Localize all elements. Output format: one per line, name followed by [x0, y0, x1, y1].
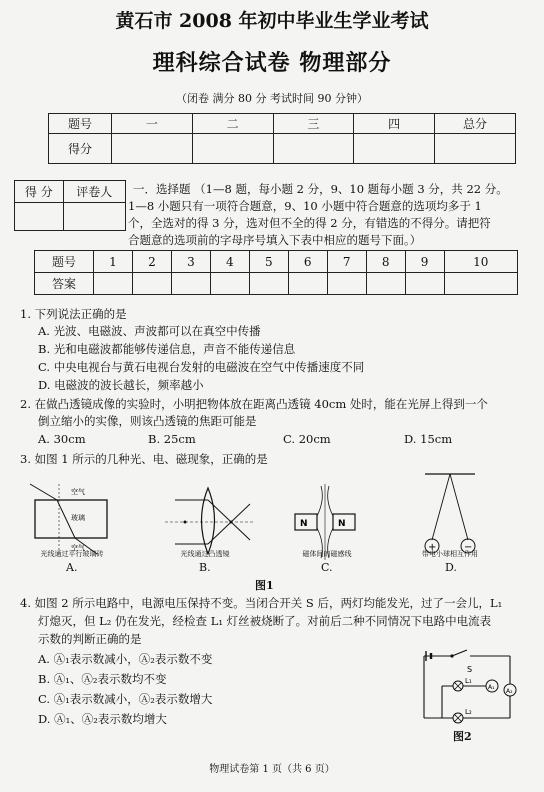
answer-table	[34, 250, 518, 295]
caption-c: 磁体间的磁感线	[302, 550, 352, 558]
magnet-right-n: N	[338, 519, 346, 529]
score-cell[interactable]	[192, 134, 273, 164]
score-cell[interactable]	[354, 134, 435, 164]
score-header-number: 题号	[49, 114, 112, 134]
q1-option-d: D. 电磁波的波长越长，频率越小	[38, 378, 204, 392]
q1-stem: 1. 下列说法正确的是	[20, 307, 127, 321]
answer-header-4: 4	[210, 251, 249, 273]
lamp1-label: L₁	[465, 677, 472, 685]
option-letter-a: A.	[66, 561, 78, 574]
answer-cell-9[interactable]	[405, 273, 444, 295]
q4-stem-line2: 灯熄灭，但 L₂ 仍在发光，经检查 L₁ 灯丝被烧断了。对前后二种不同情况下电路中电流表	[38, 614, 492, 628]
section1-intro-line3: 个，全选对的得 3 分，选对但不全的得 2 分，有错选的不得分。请把符	[128, 216, 491, 230]
score-header-total: 总分	[435, 114, 516, 134]
grader-score-cell[interactable]	[15, 203, 64, 231]
label-air-top: 空气	[71, 488, 85, 496]
paper-title: 理科综合试卷 物理部分	[152, 50, 392, 76]
score-header-4: 四	[354, 114, 435, 134]
option-letter-b: B.	[199, 561, 211, 574]
ammeter2-label: A₂	[506, 688, 513, 695]
q2-stem-line1: 2. 在做凸透镜成像的实验时，小明把物体放在距离凸透镜 40cm 处时，能在光屏上得到一个	[20, 397, 488, 411]
exam-title: 黄石市 2008 年初中毕业生学业考试	[115, 10, 429, 32]
q1-option-b: B. 光和电磁波都能够传递信息，声音不能传递信息	[38, 342, 296, 356]
figure-a-glass-slab	[30, 484, 107, 554]
q2-option-d: D. 15cm	[404, 432, 453, 446]
label-air-bottom: 空气	[71, 544, 85, 552]
option-letter-d: D.	[445, 561, 457, 574]
answer-header-3: 3	[171, 251, 210, 273]
section1-intro-line4: 合题意的选项前的字母序号填入下表中相应的题号下面。）	[128, 233, 422, 247]
score-cell[interactable]	[273, 134, 354, 164]
answer-header-9: 9	[405, 251, 444, 273]
grader-score-label: 得 分	[15, 181, 64, 203]
answer-row-label: 答案	[35, 273, 94, 295]
section1-intro-line2: 1—8 小题只有一项符合题意，9、10 小题中符合题意的选项均多于 1	[128, 199, 482, 213]
score-header-3: 三	[273, 114, 354, 134]
answer-cell-2[interactable]	[132, 273, 171, 295]
figure-2-circuit	[412, 648, 522, 728]
answer-header-2: 2	[132, 251, 171, 273]
figure-2-label: 图2	[453, 730, 472, 743]
exam-subtitle: （闭卷 满分 80 分 考试时间 90 分钟）	[176, 92, 368, 105]
score-table	[48, 113, 516, 164]
figure-b-convex-lens	[165, 488, 255, 554]
answer-cell-3[interactable]	[171, 273, 210, 295]
score-cell[interactable]	[112, 134, 193, 164]
ammeter1-label: A₁	[488, 684, 495, 691]
q2-stem-line2: 倒立缩小的实像，则该凸透镜的焦距可能是	[38, 414, 257, 428]
q4-option-d: D. Ⓐ₁、Ⓐ₂表示数均增大	[38, 712, 167, 726]
score-header-1: 一	[112, 114, 193, 134]
section1-intro	[133, 181, 533, 198]
caption-b: 光线通过凸透镜	[180, 550, 230, 558]
answer-header-6: 6	[288, 251, 327, 273]
answer-header-1: 1	[94, 251, 133, 273]
answer-header-label: 题号	[35, 251, 94, 273]
q1-option-c: C. 中央电视台与黄石电视台发射的电磁波在空气中传播速度不同	[38, 360, 365, 374]
figure-d-charged-balls	[425, 474, 475, 553]
answer-header-10: 10	[444, 251, 517, 273]
magnet-left-n: N	[300, 519, 308, 529]
score-row-label: 得分	[49, 134, 112, 164]
answer-header-8: 8	[366, 251, 405, 273]
section1-intro-line1: 一．选择题 （1—8 题，每小题 2 分，9、10 题每小题 3 分，共 22 分。	[133, 182, 508, 196]
switch-label: S	[467, 665, 473, 674]
answer-cell-5[interactable]	[249, 273, 288, 295]
q2-option-a: A. 30cm	[38, 432, 86, 446]
answer-cell-10[interactable]	[444, 273, 517, 295]
answer-cell-8[interactable]	[366, 273, 405, 295]
answer-cell-6[interactable]	[288, 273, 327, 295]
score-header-2: 二	[192, 114, 273, 134]
page-footer: 物理试卷第 1 页（共 6 页）	[209, 764, 335, 775]
grader-name-label: 评卷人	[63, 181, 125, 203]
q4-option-c: C. Ⓐ₁表示数减小，Ⓐ₂表示数增大	[38, 692, 213, 706]
charge-minus: −	[464, 542, 473, 553]
q4-stem-line3: 示数的判断正确的是	[38, 632, 142, 646]
answer-cell-4[interactable]	[210, 273, 249, 295]
answer-cell-1[interactable]	[94, 273, 133, 295]
answer-header-7: 7	[327, 251, 366, 273]
q2-option-c: C. 20cm	[283, 432, 331, 446]
q4-stem-line1: 4. 如图 2 所示电路中，电源电压保持不变。当闭合开关 S 后，两灯均能发光，过了一会儿，L₁	[20, 596, 503, 610]
caption-a: 光线通过平行玻璃砖	[40, 550, 104, 558]
q4-option-b: B. Ⓐ₁、Ⓐ₂表示数均不变	[38, 672, 167, 686]
label-glass: 玻璃	[71, 514, 85, 522]
caption-d: 带电小球相互作用	[422, 550, 478, 558]
grader-box	[14, 180, 126, 231]
option-letter-c: C.	[321, 561, 333, 574]
grader-name-cell[interactable]	[63, 203, 125, 231]
q3-stem: 3. 如图 1 所示的几种光、电、磁现象，正确的是	[20, 452, 268, 466]
q2-option-b: B. 25cm	[148, 432, 196, 446]
answer-cell-7[interactable]	[327, 273, 366, 295]
figure-1-label: 图1	[255, 579, 274, 592]
q4-option-a: A. Ⓐ₁表示数减小，Ⓐ₂表示数不变	[38, 652, 213, 666]
charge-plus: +	[428, 542, 437, 553]
lamp2-label: L₂	[465, 708, 472, 716]
answer-header-5: 5	[249, 251, 288, 273]
q1-option-a: A. 光波、电磁波、声波都可以在真空中传播	[38, 324, 261, 338]
score-cell[interactable]	[435, 134, 516, 164]
